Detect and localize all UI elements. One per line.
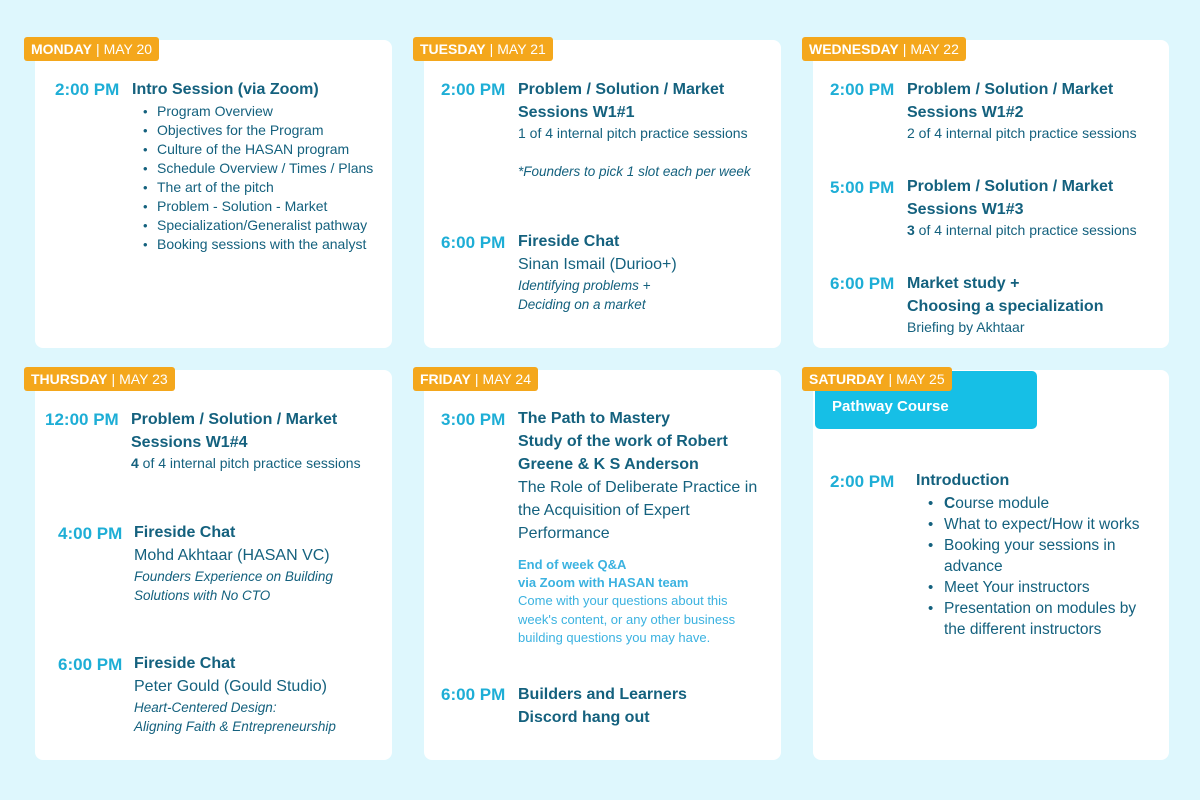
- agenda-list: [916, 493, 1166, 640]
- agenda-item: • Objectives for the Program: [132, 121, 387, 140]
- day-date: MAY 25: [896, 371, 945, 387]
- event-title-line: Sessions W1#2: [907, 104, 1024, 121]
- event-description: 2 of 4 internal pitch practice sessions: [907, 125, 1137, 141]
- event-title-line: Sessions W1#4: [131, 434, 248, 451]
- event-title: Intro Session (via Zoom): [132, 81, 319, 98]
- event-fireside-chat-gould: [134, 652, 389, 736]
- event-title-line: The Path to Mastery: [518, 410, 671, 427]
- event-pitch-session-3: [907, 175, 1165, 240]
- event-title-line: Discord hang out: [518, 709, 650, 726]
- session-number-rest: of 4 internal pitch practice sessions: [914, 222, 1137, 238]
- session-number: 4: [131, 455, 139, 471]
- event-time: 6:00 PM: [58, 655, 123, 674]
- agenda-item-rest: ourse module: [955, 495, 1050, 512]
- event-title: Fireside Chat: [134, 524, 236, 541]
- event-time: 2:00 PM: [55, 80, 120, 99]
- event-title: Fireside Chat: [134, 655, 236, 672]
- agenda-item-line: the different instructors: [944, 621, 1102, 638]
- day-name: FRIDAY: [420, 371, 471, 387]
- event-subtitle-line: the Acquisition of Expert: [518, 502, 690, 519]
- event-description: [131, 454, 389, 473]
- event-time: 6:00 PM: [441, 233, 506, 252]
- agenda-item: • Schedule Overview / Times / Plans: [132, 159, 387, 178]
- pathway-course-banner: Pathway Course: [815, 371, 1037, 429]
- event-title-line: Sessions W1#3: [907, 201, 1024, 218]
- event-time: 2:00 PM: [830, 80, 895, 99]
- event-intro-session: [132, 78, 387, 254]
- day-badge-friday: FRIDAY | MAY 24: [413, 367, 538, 391]
- event-fireside-chat-akhtaar: [134, 521, 389, 605]
- event-time: 5:00 PM: [830, 178, 895, 197]
- event-introduction: [916, 469, 1166, 640]
- event-description-line: Founders Experience on Building: [134, 569, 333, 584]
- agenda-item: • Culture of the HASAN program: [132, 140, 387, 159]
- day-name: TUESDAY: [420, 41, 486, 57]
- day-date: MAY 22: [910, 41, 959, 57]
- agenda-item: • Booking sessions with the analyst: [132, 235, 387, 254]
- day-date: MAY 21: [497, 41, 546, 57]
- event-time: 2:00 PM: [830, 472, 895, 491]
- qa-title-line: End of week Q&A: [518, 557, 627, 572]
- event-title-line: Study of the work of Robert: [518, 433, 728, 450]
- event-pitch-session-2: [907, 78, 1165, 143]
- day-badge-tuesday: TUESDAY | MAY 21: [413, 37, 553, 61]
- event-description-line: Identifying problems +: [518, 278, 651, 293]
- agenda-item: • Program Overview: [132, 102, 387, 121]
- day-name: SATURDAY: [809, 371, 885, 387]
- event-title-line: Builders and Learners: [518, 686, 687, 703]
- event-title-line: Problem / Solution / Market: [907, 81, 1114, 98]
- event-title-line: Problem / Solution / Market: [131, 411, 338, 428]
- event-pitch-session-1: [518, 78, 773, 181]
- qa-description-line: Come with your questions about this: [518, 593, 728, 608]
- event-note: *Founders to pick 1 slot each per week: [518, 164, 751, 179]
- agenda-item: • Meet Your instructors: [916, 577, 1166, 598]
- day-date: MAY 23: [119, 371, 168, 387]
- agenda-item-line: Booking your sessions in: [944, 537, 1116, 554]
- event-speaker: Sinan Ismail (Durioo+): [518, 256, 677, 273]
- event-description-line: Heart-Centered Design:: [134, 700, 277, 715]
- day-badge-thursday: THURSDAY | MAY 23: [24, 367, 175, 391]
- event-discord-hangout: [518, 683, 776, 729]
- qa-title-line: via Zoom with HASAN team: [518, 575, 689, 590]
- day-date: MAY 24: [482, 371, 531, 387]
- event-title-line: Choosing a specialization: [907, 298, 1104, 315]
- agenda-item: [916, 493, 1166, 514]
- event-time: 6:00 PM: [830, 274, 895, 293]
- event-speaker: Peter Gould (Gould Studio): [134, 678, 327, 695]
- event-title: Fireside Chat: [518, 233, 620, 250]
- event-title-line: Problem / Solution / Market: [907, 178, 1114, 195]
- event-fireside-chat-sinan: [518, 230, 773, 314]
- event-title-line: Problem / Solution / Market: [518, 81, 725, 98]
- session-number: 3: [907, 222, 915, 238]
- event-title-line: Market study +: [907, 275, 1020, 292]
- event-time: 6:00 PM: [441, 685, 506, 704]
- event-time: 4:00 PM: [58, 524, 123, 543]
- event-title-line: Sessions W1#1: [518, 104, 635, 121]
- event-description-line: Aligning Faith & Entrepreneurship: [134, 719, 336, 734]
- agenda-item: • The art of the pitch: [132, 178, 387, 197]
- day-badge-wednesday: WEDNESDAY | MAY 22: [802, 37, 966, 61]
- qa-description-line: building questions you may have.: [518, 630, 711, 645]
- agenda-item: [916, 535, 1166, 577]
- day-name: THURSDAY: [31, 371, 108, 387]
- event-description-line: Deciding on a market: [518, 297, 646, 312]
- event-market-study: [907, 272, 1165, 337]
- event-time: 3:00 PM: [441, 410, 506, 429]
- session-number-rest: of 4 internal pitch practice sessions: [138, 455, 361, 471]
- event-description-line: Solutions with No CTO: [134, 588, 271, 603]
- event-description: 1 of 4 internal pitch practice sessions: [518, 125, 748, 141]
- event-title: Introduction: [916, 472, 1010, 489]
- event-subtitle-line: The Role of Deliberate Practice in: [518, 479, 758, 496]
- agenda-item: • Specialization/Generalist pathway: [132, 216, 387, 235]
- event-subtitle-line: Performance: [518, 525, 610, 542]
- agenda-item: [916, 598, 1166, 640]
- agenda-list: [132, 102, 387, 254]
- event-description: [907, 221, 1165, 240]
- qa-description-line: week's content, or any other business: [518, 611, 736, 627]
- qa-block: [518, 556, 776, 648]
- event-time: 2:00 PM: [441, 80, 506, 99]
- event-title-line: Greene & K S Anderson: [518, 456, 699, 473]
- day-name: WEDNESDAY: [809, 41, 899, 57]
- day-date: MAY 20: [103, 41, 153, 57]
- day-badge-monday: MONDAY | MAY 20: [24, 37, 159, 61]
- agenda-item-line: advance: [944, 558, 1003, 575]
- agenda-item: • Problem - Solution - Market: [132, 197, 387, 216]
- event-description: Briefing by Akhtaar: [907, 319, 1025, 335]
- event-time: 12:00 PM: [45, 410, 119, 429]
- agenda-item: • What to expect/How it works: [916, 514, 1166, 535]
- event-pitch-session-4: [131, 408, 389, 473]
- day-name: MONDAY: [31, 41, 92, 57]
- agenda-item-line: Presentation on modules by: [944, 600, 1137, 617]
- event-speaker: Mohd Akhtaar (HASAN VC): [134, 547, 330, 564]
- agenda-item-first-letter: C: [944, 495, 956, 512]
- day-badge-saturday: SATURDAY | MAY 25: [802, 367, 952, 391]
- event-path-to-mastery: [518, 407, 776, 648]
